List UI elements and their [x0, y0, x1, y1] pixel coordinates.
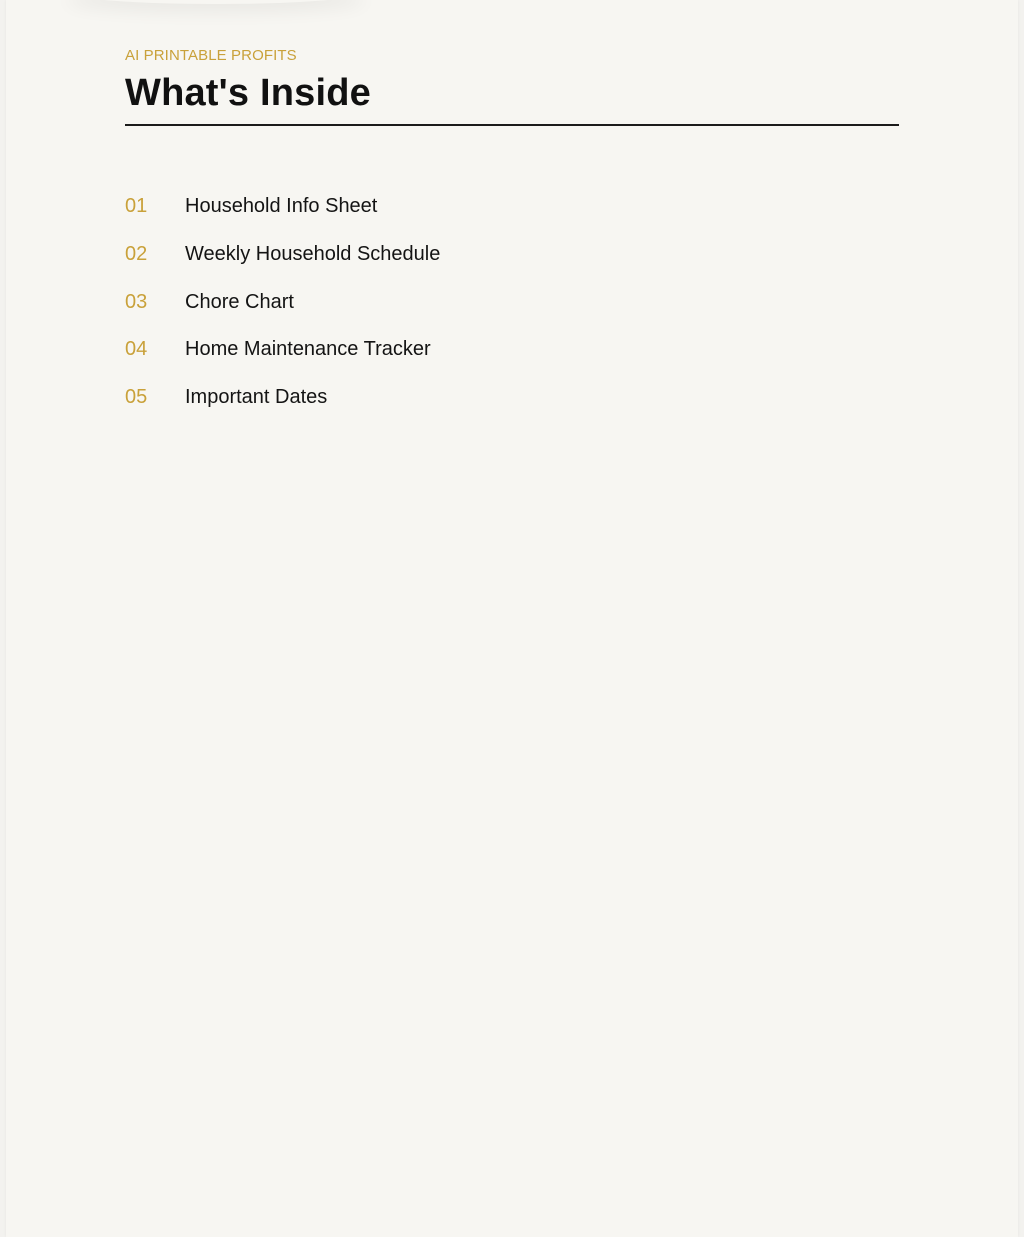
- table-of-contents: [125, 183, 440, 421]
- toc-number: 02: [125, 243, 148, 266]
- toc-number: 01: [125, 195, 148, 218]
- page-title: What's Inside: [125, 72, 372, 114]
- toc-item-1: [125, 183, 440, 231]
- toc-item-4: [125, 326, 440, 374]
- page-edge-shadow: [66, 0, 366, 4]
- title-divider: [125, 124, 899, 126]
- toc-number: 03: [125, 290, 148, 313]
- toc-label: Weekly Household Schedule: [185, 243, 441, 266]
- toc-item-5: [125, 374, 440, 422]
- toc-number: 04: [125, 338, 148, 361]
- toc-item-2: [125, 231, 440, 279]
- brand-label: AI PRINTABLE PROFITS: [125, 47, 297, 64]
- toc-label: Household Info Sheet: [185, 195, 378, 218]
- toc-number: 05: [125, 386, 148, 409]
- toc-item-3: [125, 278, 440, 326]
- document-page: [6, 0, 1018, 1237]
- toc-label: Home Maintenance Tracker: [185, 338, 431, 361]
- toc-label: Chore Chart: [185, 290, 294, 313]
- toc-label: Important Dates: [185, 386, 328, 409]
